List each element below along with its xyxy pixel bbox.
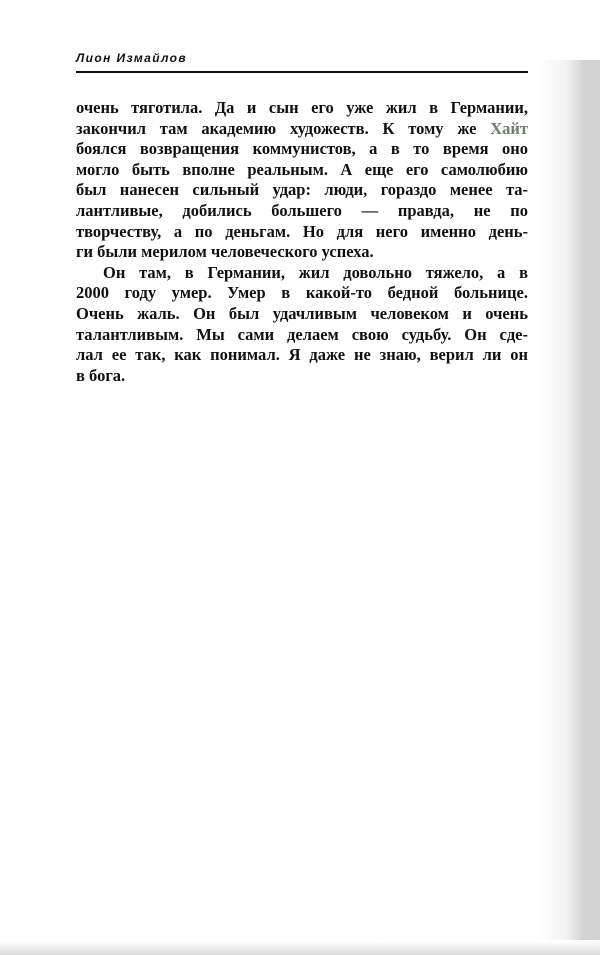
text-line: лал ее так, как понимал. Я даже не знаю, верил ли он <box>76 345 528 365</box>
running-head <box>76 51 528 73</box>
text-line: лантливые, добились большего — правда, не по <box>76 200 528 220</box>
text-line: могло быть вполне реальным. А еще его самолюбию <box>76 159 528 179</box>
highlighted-name: Хайт <box>490 118 528 138</box>
text-line: талантливым. Мы сами делаем свою судьбу. Он сде- <box>76 324 528 344</box>
text-line: 2000 году умер. Умер в какой-то бедной больнице. <box>76 283 528 303</box>
text-line: творчеству, а по деньгам. Но для него именно день- <box>76 221 528 241</box>
text-line: был нанесен сильный удар: люди, гораздо менее та- <box>76 180 528 200</box>
text-line: в бога. <box>76 365 126 385</box>
page-gutter-shadow <box>538 60 600 940</box>
text-line: Очень жаль. Он был удачливым человеком и очень <box>76 303 528 323</box>
page-bottom-edge <box>0 941 600 955</box>
body-text <box>76 98 528 386</box>
text-line: очень тяготила. Да и сын его уже жил в Германии, <box>76 98 528 117</box>
paragraph-1 <box>76 98 528 263</box>
running-head-author: Лион Измайлов <box>76 51 188 65</box>
text-line: Он там, в Германии, жил довольно тяжело, а в <box>103 262 528 282</box>
text-line: боялся возвращения коммунистов, а в то время оно <box>76 139 528 159</box>
text-line: ги были мерилом человеческого успеха. <box>76 242 374 262</box>
paragraph-2 <box>76 263 528 387</box>
text-line: закончил там академию художеств. К тому же Хайт <box>76 118 528 138</box>
